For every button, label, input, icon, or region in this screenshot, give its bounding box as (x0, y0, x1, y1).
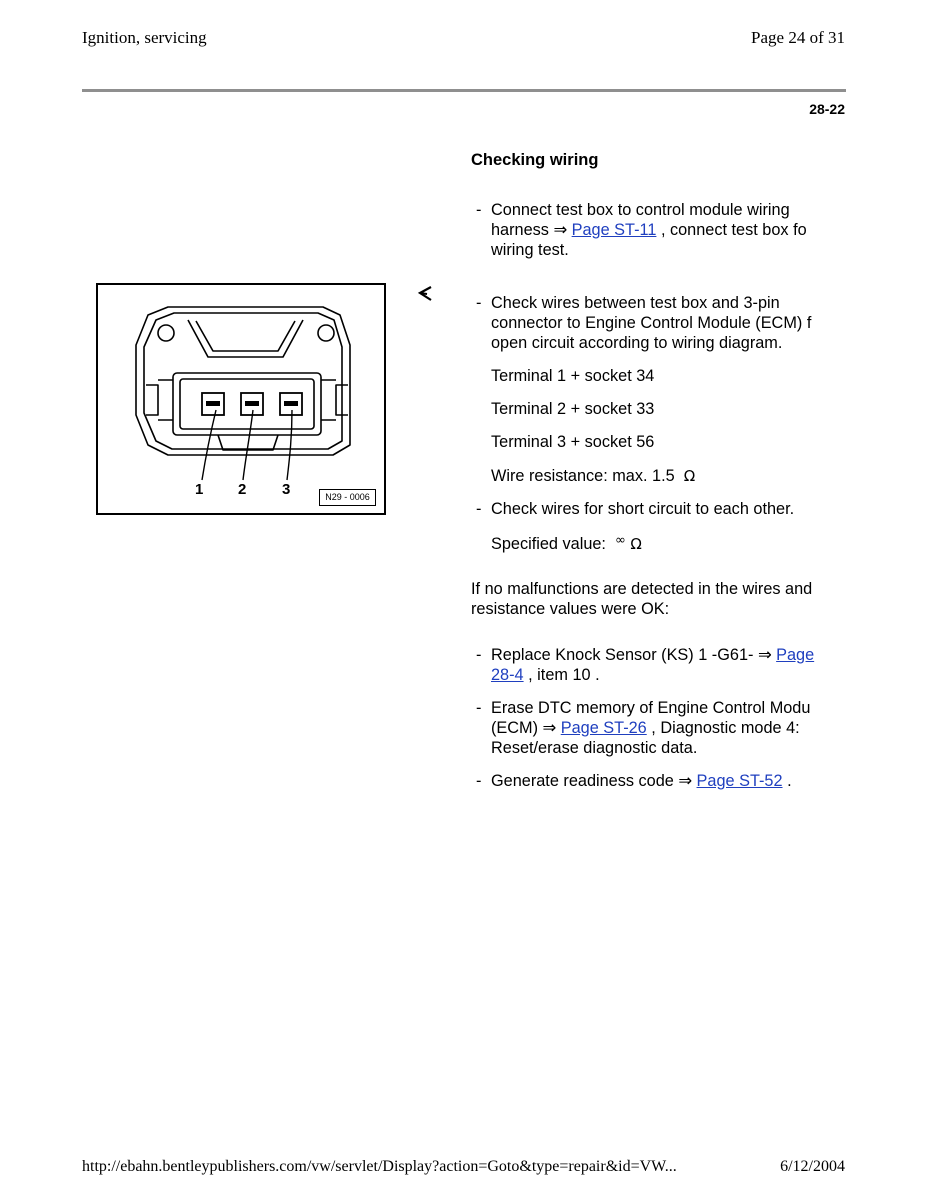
bullet-dash: - (476, 201, 482, 219)
text-fragment: . (787, 772, 792, 790)
condition-paragraph (471, 579, 812, 619)
text-line: connector to Engine Control Module (ECM) f (491, 314, 812, 332)
step-text (491, 200, 807, 260)
link-page-st-11[interactable]: Page ST-11 (571, 221, 657, 239)
text-fragment: (ECM) ⇒ (491, 719, 557, 737)
text-line: open circuit according to wiring diagram. (491, 334, 783, 352)
ohm-symbol: Ω (683, 467, 696, 485)
callout-3: 3 (282, 481, 291, 498)
text-fragment: , item 10 . (528, 666, 600, 684)
text-fragment: , connect test box fo (660, 221, 807, 239)
text-line: Reset/erase diagnostic data. (491, 739, 698, 757)
wire-resistance (491, 466, 695, 486)
bullet-dash: - (476, 646, 482, 664)
page-number: Page 24 of 31 (751, 28, 845, 47)
text-line: Connect test box to control module wiring (491, 201, 790, 219)
bullet-dash: - (476, 772, 482, 790)
infinity-symbol: ∞ (615, 533, 626, 548)
text-line (491, 718, 810, 738)
footer-url: http://ebahn.bentleypublishers.com/vw/servlet/Display?action=Goto&type=repair&id=VW... (82, 1158, 677, 1175)
text-line: Check wires between test box and 3-pin (491, 294, 780, 312)
callout-1: 1 (195, 481, 204, 498)
text-line: resistance values were OK: (471, 600, 670, 618)
bullet-dash: - (476, 500, 482, 518)
step-text (491, 771, 792, 791)
text-line: Erase DTC memory of Engine Control Modu (491, 699, 811, 717)
terminal-1-line: Terminal 1 + socket 34 (491, 367, 655, 385)
text-fragment: Generate readiness code ⇒ (491, 772, 692, 790)
figure-code: N29 - 0006 (319, 489, 376, 506)
step-text: Check wires for short circuit to each other. (491, 500, 795, 518)
text-fragment: Replace Knock Sensor (KS) 1 -G61- ⇒ (491, 646, 772, 664)
text-fragment: harness ⇒ (491, 221, 568, 239)
text-fragment: , Diagnostic mode 4: (651, 719, 800, 737)
text-line: If no malfunctions are detected in the wires and (471, 580, 813, 598)
figure-pointer-icon (417, 285, 433, 303)
connector-drawing (98, 285, 384, 513)
step-text (491, 698, 810, 758)
procedure-content (471, 0, 846, 1200)
specified-value (491, 534, 642, 556)
text-line (491, 665, 814, 685)
step-text (491, 645, 814, 685)
bullet-dash: - (476, 294, 482, 312)
link-page-st-52[interactable]: Page ST-52 (696, 772, 783, 790)
footer-date: 6/12/2004 (780, 1158, 845, 1175)
terminal-2-line: Terminal 2 + socket 33 (491, 400, 655, 418)
section-number: 28-22 (809, 101, 845, 117)
document-title: Ignition, servicing (82, 28, 207, 47)
text-fragment: Wire resistance: max. 1.5 (491, 467, 675, 485)
section-heading: Checking wiring (471, 151, 599, 169)
text-line (491, 645, 814, 665)
step-text (491, 293, 811, 353)
link-page-st-26[interactable]: Page ST-26 (560, 719, 647, 737)
link-page-28-4[interactable]: Page (776, 646, 815, 664)
bullet-dash: - (476, 699, 482, 717)
link-page-28-4-cont[interactable]: 28-4 (491, 666, 524, 684)
connector-figure (96, 283, 386, 515)
ohm-symbol: Ω (630, 535, 642, 553)
callout-2: 2 (238, 481, 247, 498)
text-line: wiring test. (491, 241, 569, 259)
text-line (491, 220, 807, 240)
text-fragment: Specified value: (491, 535, 606, 553)
terminal-3-line: Terminal 3 + socket 56 (491, 433, 655, 451)
